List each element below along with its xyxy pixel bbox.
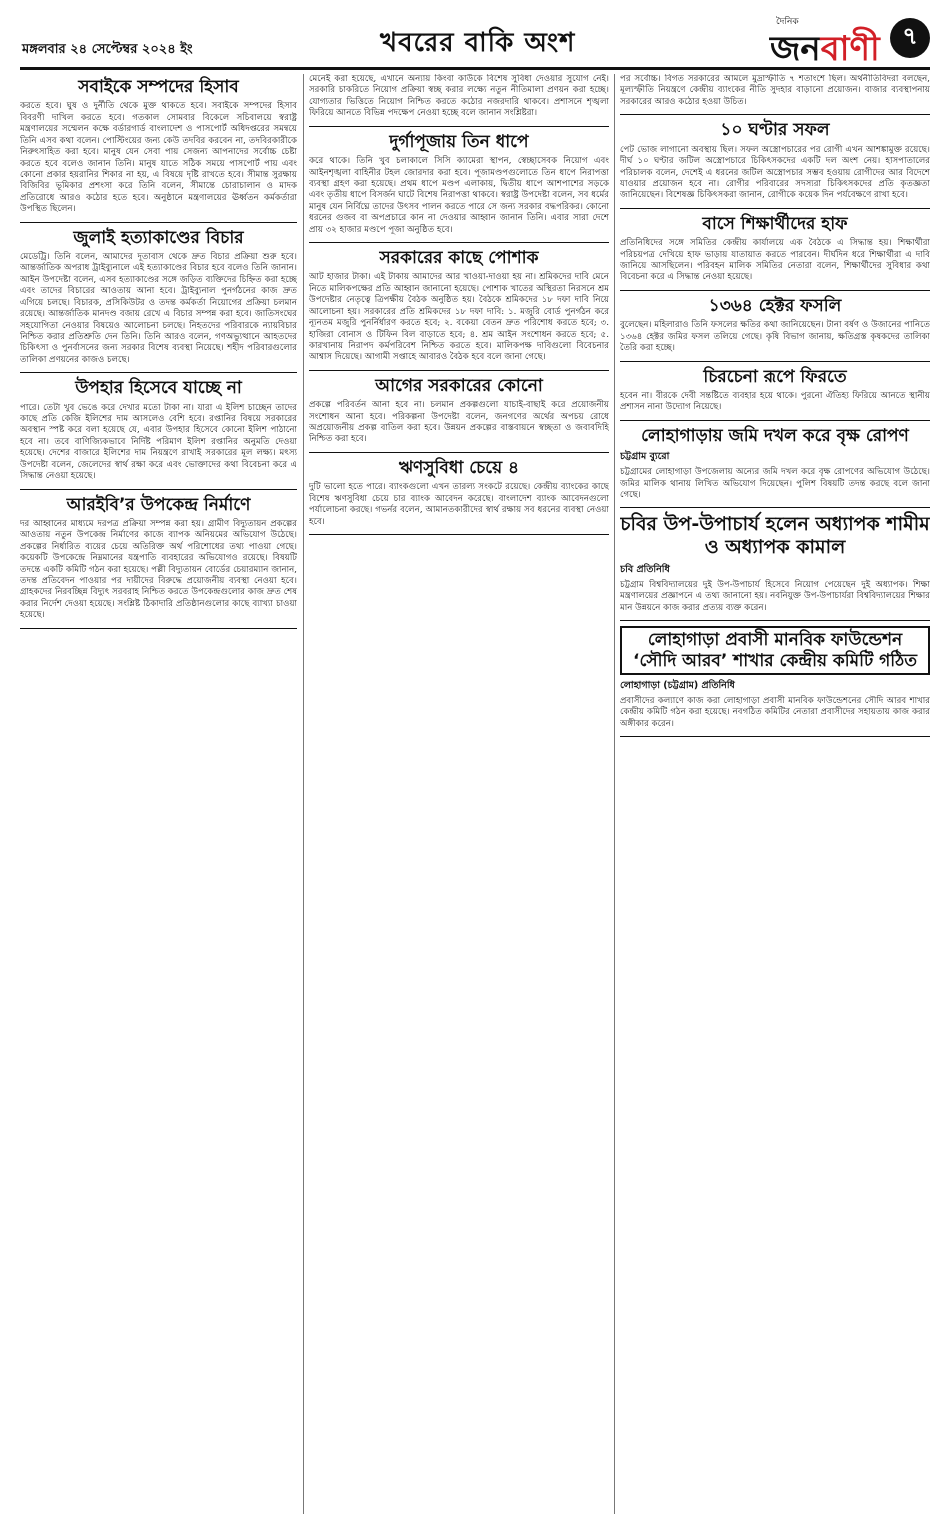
article-headline: সরকারের কাছে পোশাক	[379, 248, 539, 269]
article	[620, 296, 930, 355]
article-divider	[20, 372, 297, 373]
article-divider	[620, 736, 930, 737]
article-body: দুটি ভালো হতে পারে। ব্যাংকগুলো এখন তারল্য সংকটে রয়েছে। কেন্দ্রীয় ব্যাংকের কাছে বিশেষ ঋণসুবিধা চেয়ে চার ব্যাংক আবেদন করেছে। বাংলাদেশ ব্যাংক আবেদনগুলো পর্যালোচনা করছে। গভর্নর বলেন, আমানতকারীদের স্বার্থ রক্ষায় সব ধরনের ব্যবস্থা নেওয়া হবে।	[309, 482, 609, 527]
column-divider	[614, 74, 615, 1514]
article-headline: চবির উপ-উপাচার্য হলেন অধ্যাপক শামীম ও অধ্যাপক কামাল	[620, 513, 930, 559]
article	[620, 74, 930, 108]
article-body: হবেন না। বীরকে দেবী সন্তষ্টিতে ব্যবহার হয়ে থাকে। পুরনো ঐতিহ্য ফিরিয়ে আনতে স্থানীয় প্রশাসন নানা উদ্যোগ নিয়েছে।	[620, 390, 930, 413]
article-byline: চবি প্রতিনিধি	[620, 563, 670, 575]
column-2	[309, 74, 609, 1514]
article-divider	[620, 420, 930, 421]
article-headline: চিরচেনা রূপে ফিরতে	[703, 366, 847, 387]
article-body: করতে হবে। ঘুষ ও দুর্নীতি থেকে মুক্ত থাকতে হবে। সবাইকে সম্পদের হিসাব বিবরণী দাখিল করতে হবে। গতকাল সোমবার বিকেলে সচিবালয়ে স্বরাষ্ট্র মন্ত্রণালয়ের সম্মেলন কক্ষে বর্ডারগার্ড বাংলাদেশ ও পাসপোর্ট অধিদপ্তরের সমন্বয়ে তিনি এসব কথা বলেন। পোস্টিংয়ের জন্য কেউ তদবির করবেন না, তদবিরকারীকে নিরুৎসাহিত করা হবে। মানুষ যেন সেবা পায় সেজন্য আপনাদের সর্বোচ্চ চেষ্টা করতে হবে বলেও জানান তিনি। মানুষ যাতে সঠিক সময়ে পাসপোর্ট পায় এবং কোনো প্রকার হয়রানির শিকার না হয়, এ বিষয়ে দৃষ্টি রাখতে হবে। সীমান্ত সুরক্ষায় বিজিবির ভূমিকার প্রশংসা করে তিনি বলেন, সীমান্তে চোরাচালান ও মাদক প্রতিরোধে আরও কঠোর হতে হবে। অনুষ্ঠানে মন্ত্রণালয়ের ঊর্ধ্বতন কর্মকর্তারা উপস্থিত ছিলেন।	[20, 101, 297, 215]
article-body: চট্টগ্রামের লোহাগাড়া উপজেলায় অন্যের জমি দখল করে বৃক্ষ রোপণের অভিযোগ উঠেছে। জমির মালিক থানায় লিখিত অভিযোগ দিয়েছেন। পুলিশ বিষয়টি তদন্ত করছে বলে জানা গেছে।	[620, 467, 930, 500]
article-divider	[309, 370, 609, 371]
article-headline: জুলাই হত্যাকাণ্ডের বিচার	[73, 227, 244, 248]
article	[20, 228, 297, 367]
article-headline: আরইবি’র উপকেন্দ্র নির্মাণে	[66, 494, 251, 515]
article-byline: লোহাগাড়া (চট্টগ্রাম) প্রতিনিধি	[620, 680, 735, 692]
issue-date: মঙ্গলবার ২৪ সেপ্টেম্বর ২০২৪ ইং	[22, 42, 193, 57]
article-body: করে থাকে। তিনি খুব চলাকালে সিসি ক্যামেরা স্থাপন, স্বেচ্ছাসেবক নিয়োগ এবং আইনশৃঙ্খলা বাহিনীর টহল জোরদার করা হবে। পূজামণ্ডপগুলোতে তিন ধাপে নিরাপত্তা ব্যবস্থা গ্রহণ করা হয়েছে। প্রথম ধাপে মণ্ডপ এলাকায়, দ্বিতীয় ধাপে আশপাশের সড়কে এবং তৃতীয় ধাপে বিসর্জন ঘাটে বিশেষ নিরাপত্তা থাকবে। স্বরাষ্ট্র উপদেষ্টা বলেন, সব ধর্মের মানুষ যেন নির্বিঘ্নে তাদের উৎসব পালন করতে পারে সে জন্য সরকার বদ্ধপরিকর। কোনো ধরনের গুজব বা অপপ্রচারে কান না দেওয়ার আহ্বান জানান তিনি। এবার সারা দেশে প্রায় ৩২ হাজার মণ্ডপে পূজা অনুষ্ঠিত হবে।	[309, 156, 609, 235]
article-headline: সবাইকে সম্পদের হিসাব	[78, 77, 239, 97]
article-divider	[20, 489, 297, 490]
article-body: প্রবাসীদের কল্যাণে কাজ করা লোহাগাড়া প্রবাসী মানবিক ফাউন্ডেশনের সৌদি আরব শাখার কেন্দ্রীয় কমিটি গঠন করা হয়েছে। নবগঠিত কমিটির নেতারা প্রবাসীদের সহায়তায় কাজ করার অঙ্গীকার করেন।	[620, 696, 930, 729]
article-body: পর সর্বোচ্চ। বিগত সরকারের আমলে মুদ্রাস্ফীতি ৭ শতাংশে ছিল। অর্থনীতিবিদরা বলছেন, মূল্যস্ফীতি নিয়ন্ত্রণে কেন্দ্রীয় ব্যাংকের নীতি সুদহার বাড়ানো প্রয়োজন। বাজার ব্যবস্থাপনায় সরকারের আরও কঠোর হওয়া উচিত।	[620, 74, 930, 107]
article-body: প্রকল্পে পরিবর্তন আনা হবে না। চলমান প্রকল্পগুলো যাচাই-বাছাই করে প্রয়োজনীয় সংশোধন আনা হবে। পরিকল্পনা উপদেষ্টা বলেন, জনগণের অর্থের অপচয় রোধে অপ্রয়োজনীয় প্রকল্প বাতিল করা হবে। উন্নয়ন প্রকল্পের বাস্তবায়নে স্বচ্ছতা ও জবাবদিহি নিশ্চিত করা হবে।	[309, 400, 609, 445]
article-body: পেট ভোজ লাগানো অবস্থায় ছিল। সফল অস্ত্রোপচারের পর রোগী এখন আশঙ্কামুক্ত রয়েছে। দীর্ঘ ১০ ঘণ্টার জটিল অস্ত্রোপচারে চিকিৎসকদের একটি দল অংশ নেয়। হাসপাতালের পরিচালক বলেন, দেশেই এ ধরনের জটিল অস্ত্রোপচার সম্ভব হওয়ায় রোগীদের আর বিদেশে যাওয়ার প্রয়োজন হবে না। রোগীর পরিবারের সদস্যরা চিকিৎসকদের প্রতি কৃতজ্ঞতা জানিয়েছেন। বিশেষজ্ঞ চিকিৎসকরা জানান, রোগীকে কয়েক দিন পর্যবেক্ষণে রাখা হবে।	[620, 144, 930, 201]
article-body: বুলেছেন। মহিলারাও তিনি ফসলের ক্ষতির কথা জানিয়েছেন। টানা বর্ষণ ও উজানের পানিতে ১৩৬৪ হেক্টর জমির ফসল তলিয়ে গেছে। কৃষি বিভাগ জানায়, ক্ষতিগ্রস্ত কৃষকদের তালিকা তৈরি করা হচ্ছে।	[620, 320, 930, 354]
article	[620, 214, 930, 284]
article-headline: ১০ ঘণ্টার সফল	[720, 120, 830, 141]
article-body: চট্টগ্রাম বিশ্ববিদ্যালয়ের দুই উপ-উপাচার্য হিসেবে নিয়োগ পেয়েছেন দুই অধ্যাপক। শিক্ষা মন্ত্রণালয়ের প্রজ্ঞাপনে এ তথ্য জানানো হয়। নবনিযুক্ত উপ-উপাচার্যরা বিশ্ববিদ্যালয়ের শিক্ষার মান উন্নয়নে কাজ করার প্রত্যয় ব্যক্ত করেন।	[620, 579, 930, 613]
article-divider	[20, 628, 297, 629]
article-divider	[309, 534, 609, 535]
article-headline: লোহাগাড়ায় জমি দখল করে বৃক্ষ রোপণ	[641, 425, 909, 446]
article-body: দর আহ্বানের মাধ্যমে দরপত্র প্রক্রিয়া সম্পন্ন করা হয়। গ্রামীণ বিদ্যুতায়ন প্রকল্পের আওতায় নতুন উপকেন্দ্র নির্মাণের কাজে ব্যাপক অনিয়মের অভিযোগ উঠেছে। প্রকল্পের নির্ধারিত ব্যয়ের চেয়ে অতিরিক্ত অর্থ পরিশোধের তথ্য পাওয়া গেছে। কয়েকটি উপকেন্দ্রে নিম্নমানের যন্ত্রপাতি ব্যবহারের অভিযোগও রয়েছে। বিষয়টি তদন্তে একটি কমিটি গঠন করা হয়েছে। পল্লী বিদ্যুতায়ন বোর্ডের চেয়ারম্যান জানান, তদন্ত প্রতিবেদন পাওয়ার পর দায়ীদের বিরুদ্ধে প্রয়োজনীয় ব্যবস্থা নেওয়া হবে। গ্রাহকদের নিরবচ্ছিন্ন বিদ্যুৎ সরবরাহ নিশ্চিত করতে উপকেন্দ্রগুলোর কাজ দ্রুত শেষ করার নির্দেশ দেওয়া হয়েছে। সংশ্লিষ্ট ঠিকাদারি প্রতিষ্ঠানগুলোর কাছে ব্যাখ্যা চাওয়া হয়েছে।	[20, 518, 297, 621]
article	[309, 74, 609, 120]
article	[309, 376, 609, 446]
article	[20, 378, 297, 482]
article-headline: উপহার হিসেবে যাচ্ছে না	[75, 378, 242, 399]
column-divider	[303, 74, 304, 1514]
article-divider	[620, 208, 930, 209]
article-headline: দুর্গাপূজায় তিন ধাপে	[389, 131, 529, 152]
article	[309, 248, 609, 364]
newspaper-logo: দৈনিক জনবাণী	[770, 17, 880, 69]
article	[620, 426, 930, 502]
article	[309, 132, 609, 236]
page-number: ৭	[890, 18, 930, 58]
article-divider	[620, 114, 930, 115]
article	[309, 458, 609, 528]
section-title: খবরের বাকি অংশ	[380, 28, 576, 58]
article-divider	[620, 361, 930, 362]
article-body: মেডেট্রি। তিনি বলেন, আমাদের দূতাবাস থেকে দ্রুত বিচার প্রক্রিয়া শুরু হবে। আন্তর্জাতিক অপরাধ ট্রাইব্যুনালে এই হত্যাকাণ্ডের বিচার হবে বলেও তিনি জানান। আইন উপদেষ্টা বলেন, এসব হত্যাকাণ্ডের সঙ্গে জড়িত ব্যক্তিদের চিহ্নিত করা হচ্ছে এবং তাদের বিচারের আওতায় আনা হবে। ট্রাইব্যুনাল পুনর্গঠনের কাজ দ্রুত এগিয়ে চলছে। বিচারক, প্রসিকিউটর ও তদন্ত কর্মকর্তা নিয়োগের প্রক্রিয়া চলমান রয়েছে। আন্তর্জাতিক মানদণ্ড বজায় রেখে এ বিচার সম্পন্ন করা হবে। জাতিসংঘের সহযোগিতা নেওয়ার বিষয়েও আলোচনা চলছে। নিহতদের পরিবারকে ন্যায়বিচার নিশ্চিত করার প্রতিশ্রুতি দেন তিনি। তিনি আরও বলেন, গণঅভ্যুত্থানে আহতদের চিকিৎসা ও পুনর্বাসনের জন্য সরকার বিশেষ ব্যবস্থা নিয়েছে। শহীদ পরিবারগুলোর তালিকা প্রণয়নের কাজও চলছে।	[20, 252, 297, 365]
article-body: প্রতিনিধিদের সঙ্গে সমিতির কেন্দ্রীয় কার্যালয়ে এক বৈঠকে এ সিদ্ধান্ত হয়। শিক্ষার্থীরা পরিচয়পত্র দেখিয়ে হাফ ভাড়ায় যাতায়াত করতে পারবেন। দীর্ঘদিন ধরে শিক্ষার্থীরা এ দাবি জানিয়ে আসছিলেন। পরিবহন মালিক সমিতির নেতারা বলেন, শিক্ষার্থীদের সুবিধার কথা বিবেচনা করে এ সিদ্ধান্ত নেওয়া হয়েছে।	[620, 238, 930, 283]
article-divider	[620, 620, 930, 621]
column-1	[20, 74, 297, 1514]
article-headline: ঋণসুবিধা চেয়ে ৪	[398, 457, 520, 478]
article	[620, 513, 930, 614]
masthead	[20, 12, 930, 70]
article-body: মেনেই করা হয়েছে, এখানে অন্যায় কিংবা কাউকে বিশেষ সুবিধা দেওয়ার সুযোগ নেই। সরকারি চাকরিতে নিয়োগ প্রক্রিয়া স্বচ্ছ করার লক্ষ্যে নতুন নীতিমালা প্রণয়ন করা হচ্ছে। যোগ্যতার ভিত্তিতে নিয়োগ নিশ্চিত করতে কঠোর নজরদারি থাকবে। প্রশাসনে শৃঙ্খলা ফিরিয়ে আনতে বিভিন্ন পদক্ষেপ নেওয়া হচ্ছে বলে জানান সংশ্লিষ্টরা।	[309, 74, 609, 119]
article	[620, 626, 930, 730]
article	[620, 367, 930, 414]
article	[20, 495, 297, 622]
article	[620, 120, 930, 202]
article-headline: আগের সরকারের কোনো	[375, 375, 543, 396]
article-body: আট হাজার টাকা। এই টাকায় আমাদের আর খাওয়া-দাওয়া হয় না। শ্রমিকদের দাবি মেনে নিতে মালিকপক্ষের প্রতি আহ্বান জানানো হয়েছে। পোশাক খাতের অস্থিরতা নিরসনে শ্রম উপদেষ্টার নেতৃত্বে ত্রিপক্ষীয় বৈঠক অনুষ্ঠিত হয়। বৈঠকে শ্রমিকদের ১৮ দফা দাবি নিয়ে আলোচনা হয়। সরকারের প্রতি শ্রমিকদের ১৮ দফা দাবি: ১. মজুরি বোর্ড পুনর্গঠন করে ন্যূনতম মজুরি পুনর্নির্ধারণ করতে হবে; ২. বকেয়া বেতন দ্রুত পরিশোধ করতে হবে; ৩. হাজিরা বোনাস ও টিফিন বিল বাড়াতে হবে; ৪. শ্রম আইন সংশোধন করতে হবে; ৫. কারখানায় নিরাপদ কর্মপরিবেশ নিশ্চিত করতে হবে। মালিকপক্ষ দাবিগুলো বিবেচনার আশ্বাস দিয়েছে। আগামী সপ্তাহে আবারও বৈঠক হবে বলে জানা গেছে।	[309, 272, 609, 363]
article-headline: বাসে শিক্ষার্থীদের হাফ	[702, 213, 848, 234]
article-divider	[309, 126, 609, 127]
article-body: পারে। তেটা খুব ভেঙে করে দেখার মতো টাকা না। যারা এ ইলিশ চাচ্ছেন তাদের কাছে প্রতি কেজি ইলিশের দাম আসলেও বেশি হবে। রপ্তানির বিষয়ে সরকারের অবস্থান স্পষ্ট করে বলা হয়েছে যে, এবার উপহার হিসেবে কোনো ইলিশ পাঠানো হবে না। তবে বাণিজ্যিকভাবে নির্দিষ্ট পরিমাণ ইলিশ রপ্তানির অনুমতি দেওয়া হয়েছে। দেশের বাজারে ইলিশের দাম নিয়ন্ত্রণে রাখাই সরকারের মূল লক্ষ্য। মৎস্য উপদেষ্টা বলেন, জেলেদের স্বার্থ রক্ষা করে এবং ভোক্তাদের কথা বিবেচনা করে এ সিদ্ধান্ত নেওয়া হয়েছে।	[20, 402, 297, 482]
article-divider	[620, 507, 930, 508]
article-divider	[309, 452, 609, 453]
article-divider	[309, 242, 609, 243]
article-headline: ১৩৬৪ হেক্টর ফসলি	[708, 295, 842, 316]
article-headline: লোহাগাড়া প্রবাসী মানবিক ফাউন্ডেশন ‘সৌদি আরব’ শাখার কেন্দ্রীয় কমিটি গঠিত	[620, 626, 930, 675]
column-3	[620, 74, 930, 1514]
article-divider	[620, 290, 930, 291]
article	[20, 77, 297, 216]
article-divider	[20, 222, 297, 223]
article-byline: চট্টগ্রাম ব্যুরো	[620, 451, 670, 463]
